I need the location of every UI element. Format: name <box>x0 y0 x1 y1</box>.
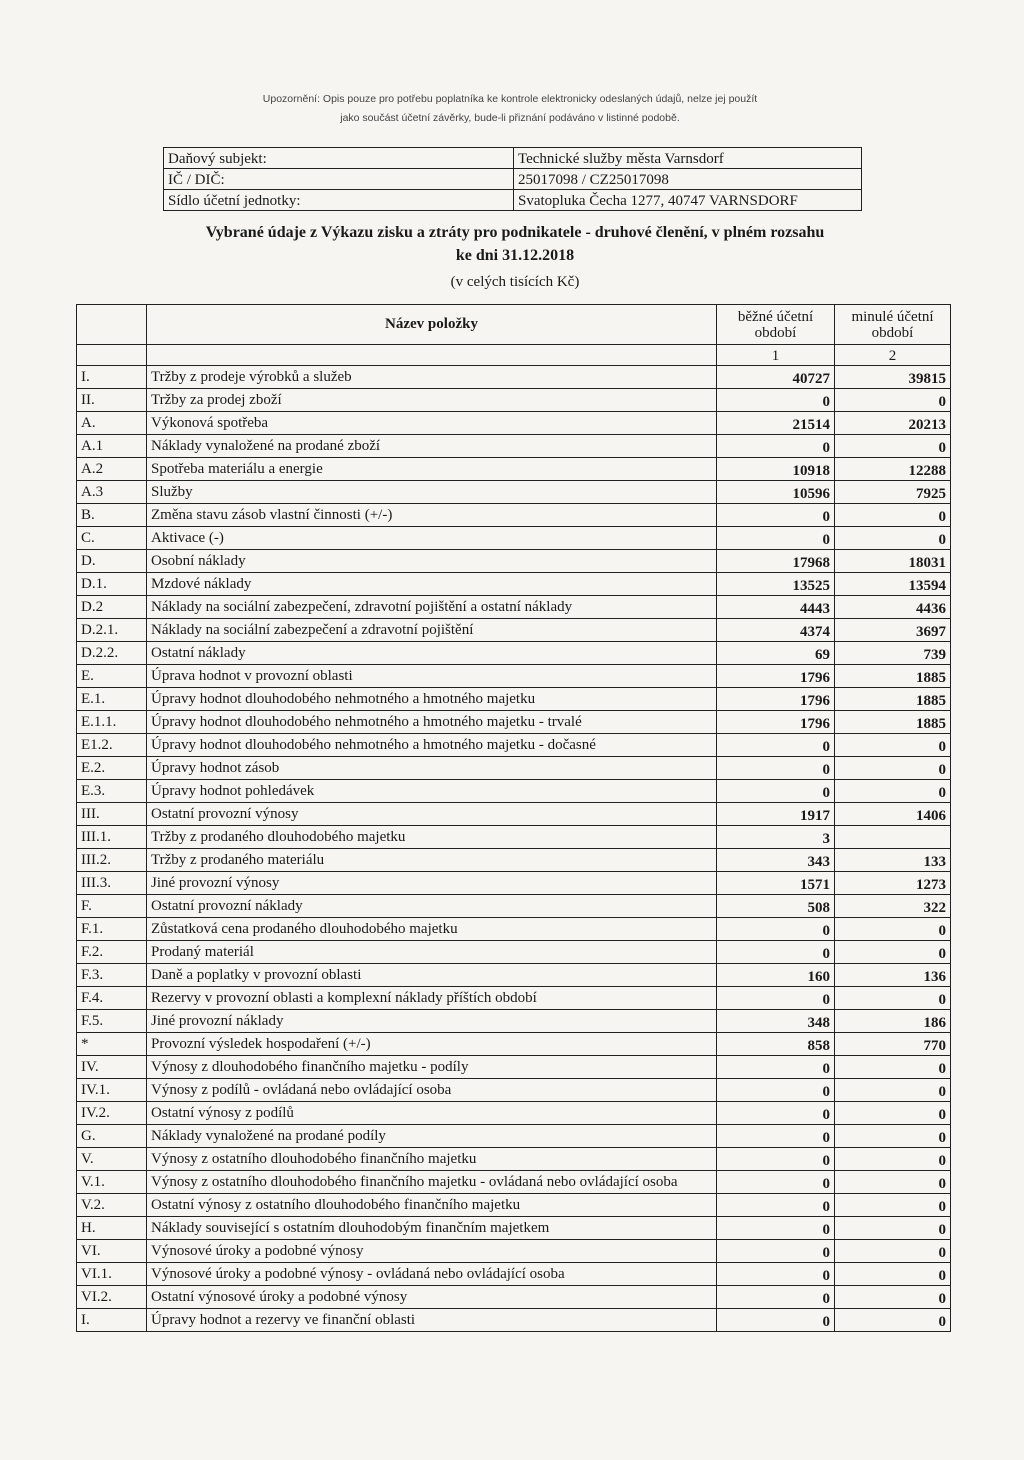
row-code: E.2. <box>77 757 147 780</box>
row-previous-value: 39815 <box>835 366 951 389</box>
row-current-value: 0 <box>717 1148 835 1171</box>
table-row <box>77 412 951 435</box>
row-previous-value: 0 <box>835 941 951 964</box>
row-label: Úpravy hodnot a rezervy ve finanční oblasti <box>147 1309 717 1332</box>
row-current-value: 0 <box>717 389 835 412</box>
row-label: Úpravy hodnot pohledávek <box>147 780 717 803</box>
row-previous-value: 770 <box>835 1033 951 1056</box>
row-code: V. <box>77 1148 147 1171</box>
row-previous-value: 0 <box>835 435 951 458</box>
code-header-cell <box>77 305 147 345</box>
table-row <box>77 1240 951 1263</box>
row-code: IV.1. <box>77 1079 147 1102</box>
table-row <box>77 1309 951 1332</box>
row-label: Úpravy hodnot dlouhodobého nehmotného a hmotného majetku <box>147 688 717 711</box>
row-code: III. <box>77 803 147 826</box>
table-row <box>77 987 951 1010</box>
row-current-value: 1796 <box>717 711 835 734</box>
subject-value: Svatopluka Čecha 1277, 40747 VARNSDORF <box>514 190 862 211</box>
row-label: Ostatní výnosové úroky a podobné výnosy <box>147 1286 717 1309</box>
table-row <box>77 1286 951 1309</box>
row-current-value: 0 <box>717 435 835 458</box>
table-row <box>77 734 951 757</box>
row-label: Výkonová spotřeba <box>147 412 717 435</box>
row-label: Úpravy hodnot zásob <box>147 757 717 780</box>
row-previous-value: 0 <box>835 918 951 941</box>
row-code: D.1. <box>77 573 147 596</box>
row-label: Výnosové úroky a podobné výnosy <box>147 1240 717 1263</box>
subject-row <box>164 190 862 211</box>
row-code: A.1 <box>77 435 147 458</box>
table-row <box>77 1125 951 1148</box>
report-title: Vybrané údaje z Výkazu zisku a ztráty pro podnikatele - druhové členění, v plném rozsahu <box>205 224 825 241</box>
table-row <box>77 619 951 642</box>
row-previous-value: 322 <box>835 895 951 918</box>
row-current-value: 4374 <box>717 619 835 642</box>
row-previous-value: 0 <box>835 1148 951 1171</box>
row-previous-value: 7925 <box>835 481 951 504</box>
table-row <box>77 665 951 688</box>
subject-label: Sídlo účetní jednotky: <box>164 190 514 211</box>
row-code: VI.2. <box>77 1286 147 1309</box>
row-label: Změna stavu zásob vlastní činnosti (+/-) <box>147 504 717 527</box>
row-current-value: 0 <box>717 734 835 757</box>
row-label: Náklady na sociální zabezpečení, zdravotní pojištění a ostatní náklady <box>147 596 717 619</box>
row-current-value: 0 <box>717 1309 835 1332</box>
row-current-value: 0 <box>717 1263 835 1286</box>
row-previous-value: 0 <box>835 1102 951 1125</box>
row-label: Tržby z prodaného materiálu <box>147 849 717 872</box>
row-current-value: 508 <box>717 895 835 918</box>
row-label: Výnosy z podílů - ovládaná nebo ovládající osoba <box>147 1079 717 1102</box>
table-row <box>77 1033 951 1056</box>
subject-row <box>164 148 862 169</box>
table-row <box>77 872 951 895</box>
row-code: A. <box>77 412 147 435</box>
row-current-value: 160 <box>717 964 835 987</box>
row-previous-value: 13594 <box>835 573 951 596</box>
report-unit: (v celých tisících Kč) <box>450 274 580 290</box>
row-label: Úprava hodnot v provozní oblasti <box>147 665 717 688</box>
row-current-value: 0 <box>717 504 835 527</box>
row-current-value: 1571 <box>717 872 835 895</box>
income-statement-table <box>76 304 951 1332</box>
row-label: Tržby za prodej zboží <box>147 389 717 412</box>
row-current-value: 0 <box>717 1171 835 1194</box>
row-previous-value: 1885 <box>835 688 951 711</box>
notice-line-2: jako součást účetní závěrky, bude-li přiznání podáváno v listinné podobě. <box>340 112 680 124</box>
table-row <box>77 1217 951 1240</box>
row-code: D. <box>77 550 147 573</box>
table-row <box>77 895 951 918</box>
row-previous-value: 1885 <box>835 665 951 688</box>
row-previous-value: 0 <box>835 504 951 527</box>
table-row <box>77 435 951 458</box>
row-label: Jiné provozní výnosy <box>147 872 717 895</box>
table-row <box>77 642 951 665</box>
row-previous-value: 0 <box>835 1125 951 1148</box>
row-previous-value: 0 <box>835 1217 951 1240</box>
row-previous-value: 4436 <box>835 596 951 619</box>
row-previous-value: 0 <box>835 1263 951 1286</box>
code-subheader-cell <box>77 345 147 366</box>
row-current-value: 0 <box>717 987 835 1010</box>
row-current-value: 0 <box>717 1079 835 1102</box>
row-current-value: 3 <box>717 826 835 849</box>
row-code: E1.2. <box>77 734 147 757</box>
row-code: B. <box>77 504 147 527</box>
row-label: Provozní výsledek hospodaření (+/-) <box>147 1033 717 1056</box>
table-row <box>77 803 951 826</box>
row-previous-value: 0 <box>835 389 951 412</box>
row-previous-value <box>835 826 951 849</box>
row-code: VI.1. <box>77 1263 147 1286</box>
row-label: Služby <box>147 481 717 504</box>
row-label: Spotřeba materiálu a energie <box>147 458 717 481</box>
row-code: E. <box>77 665 147 688</box>
row-code: G. <box>77 1125 147 1148</box>
row-code: F. <box>77 895 147 918</box>
table-row <box>77 849 951 872</box>
row-code: IV. <box>77 1056 147 1079</box>
table-row <box>77 1102 951 1125</box>
row-current-value: 13525 <box>717 573 835 596</box>
row-previous-value: 0 <box>835 780 951 803</box>
row-label: Ostatní výnosy z ostatního dlouhodobého finančního majetku <box>147 1194 717 1217</box>
row-current-value: 0 <box>717 1125 835 1148</box>
table-row <box>77 366 951 389</box>
table-row <box>77 481 951 504</box>
row-previous-value: 133 <box>835 849 951 872</box>
row-current-value: 17968 <box>717 550 835 573</box>
row-previous-value: 186 <box>835 1010 951 1033</box>
row-current-value: 0 <box>717 1286 835 1309</box>
row-code: II. <box>77 389 147 412</box>
row-code: E.3. <box>77 780 147 803</box>
row-current-value: 0 <box>717 527 835 550</box>
row-current-value: 0 <box>717 1240 835 1263</box>
row-label: Osobní náklady <box>147 550 717 573</box>
table-row <box>77 550 951 573</box>
row-previous-value: 1273 <box>835 872 951 895</box>
row-label: Ostatní náklady <box>147 642 717 665</box>
row-code: F.3. <box>77 964 147 987</box>
row-current-value: 10596 <box>717 481 835 504</box>
table-rows <box>77 366 951 1332</box>
row-label: Náklady vynaložené na prodané zboží <box>147 435 717 458</box>
row-code: IV.2. <box>77 1102 147 1125</box>
row-code: VI. <box>77 1240 147 1263</box>
row-code: III.1. <box>77 826 147 849</box>
row-current-value: 10918 <box>717 458 835 481</box>
table-row <box>77 1056 951 1079</box>
row-current-value: 0 <box>717 780 835 803</box>
row-current-value: 21514 <box>717 412 835 435</box>
row-code: D.2.1. <box>77 619 147 642</box>
row-current-value: 1796 <box>717 688 835 711</box>
row-code: V.2. <box>77 1194 147 1217</box>
row-label: Zůstatková cena prodaného dlouhodobého majetku <box>147 918 717 941</box>
row-code: F.2. <box>77 941 147 964</box>
row-previous-value: 1885 <box>835 711 951 734</box>
row-label: Ostatní provozní náklady <box>147 895 717 918</box>
row-label: Rezervy v provozní oblasti a komplexní náklady příštích období <box>147 987 717 1010</box>
row-label: Výnosy z ostatního dlouhodobého finančního majetku <box>147 1148 717 1171</box>
row-previous-value: 3697 <box>835 619 951 642</box>
row-previous-value: 739 <box>835 642 951 665</box>
row-code: F.1. <box>77 918 147 941</box>
row-previous-value: 0 <box>835 757 951 780</box>
row-label: Náklady na sociální zabezpečení a zdravotní pojištění <box>147 619 717 642</box>
row-current-value: 858 <box>717 1033 835 1056</box>
row-current-value: 1796 <box>717 665 835 688</box>
row-label: Tržby z prodaného dlouhodobého majetku <box>147 826 717 849</box>
row-previous-value: 18031 <box>835 550 951 573</box>
row-previous-value: 0 <box>835 1309 951 1332</box>
table-row <box>77 757 951 780</box>
report-heading <box>80 221 950 267</box>
subject-label: IČ / DIČ: <box>164 169 514 190</box>
row-previous-value: 0 <box>835 527 951 550</box>
table-row <box>77 527 951 550</box>
table-row <box>77 596 951 619</box>
row-previous-value: 12288 <box>835 458 951 481</box>
row-previous-value: 0 <box>835 1286 951 1309</box>
row-code: D.2.2. <box>77 642 147 665</box>
row-previous-value: 136 <box>835 964 951 987</box>
row-code: H. <box>77 1217 147 1240</box>
row-current-value: 69 <box>717 642 835 665</box>
subject-value: Technické služby města Varnsdorf <box>514 148 862 169</box>
table-row <box>77 1263 951 1286</box>
name-header: Název položky <box>147 305 717 345</box>
row-previous-value: 20213 <box>835 412 951 435</box>
notice-line-1: Upozornění: Opis pouze pro potřebu poplatníka ke kontrole elektronicky odeslaných údajů, nelze jej použít <box>262 93 758 105</box>
row-previous-value: 0 <box>835 1079 951 1102</box>
row-label: Výnosy z ostatního dlouhodobého finančního majetku - ovládaná nebo ovládající osoba <box>147 1171 717 1194</box>
row-previous-value: 0 <box>835 1056 951 1079</box>
row-current-value: 4443 <box>717 596 835 619</box>
table-row <box>77 780 951 803</box>
current-period-number: 1 <box>717 345 835 366</box>
row-code: E.1.1. <box>77 711 147 734</box>
table-row <box>77 711 951 734</box>
table-row <box>77 504 951 527</box>
subject-info-table <box>163 147 862 211</box>
row-code: E.1. <box>77 688 147 711</box>
subject-label: Daňový subjekt: <box>164 148 514 169</box>
table-header <box>77 305 951 366</box>
table-row <box>77 573 951 596</box>
row-label: Prodaný materiál <box>147 941 717 964</box>
row-label: Ostatní provozní výnosy <box>147 803 717 826</box>
table-row <box>77 1079 951 1102</box>
row-label: Výnosové úroky a podobné výnosy - ovládaná nebo ovládající osoba <box>147 1263 717 1286</box>
table-row <box>77 941 951 964</box>
current-period-header: běžné účetní období <box>717 305 835 345</box>
row-code: F.4. <box>77 987 147 1010</box>
table-row <box>77 1010 951 1033</box>
row-code: III.2. <box>77 849 147 872</box>
row-label: Jiné provozní náklady <box>147 1010 717 1033</box>
row-current-value: 0 <box>717 941 835 964</box>
row-current-value: 0 <box>717 1056 835 1079</box>
table-row <box>77 458 951 481</box>
row-previous-value: 0 <box>835 987 951 1010</box>
row-current-value: 0 <box>717 1217 835 1240</box>
row-previous-value: 0 <box>835 734 951 757</box>
row-code: III.3. <box>77 872 147 895</box>
row-current-value: 1917 <box>717 803 835 826</box>
previous-period-number: 2 <box>835 345 951 366</box>
row-label: Výnosy z dlouhodobého finančního majetku - podíly <box>147 1056 717 1079</box>
row-label: Mzdové náklady <box>147 573 717 596</box>
row-label: Náklady vynaložené na prodané podíly <box>147 1125 717 1148</box>
row-current-value: 0 <box>717 1194 835 1217</box>
row-code: A.2 <box>77 458 147 481</box>
table-row <box>77 918 951 941</box>
table-row <box>77 1148 951 1171</box>
row-label: Tržby z prodeje výrobků a služeb <box>147 366 717 389</box>
subject-row <box>164 169 862 190</box>
row-label: Úpravy hodnot dlouhodobého nehmotného a hmotného majetku - trvalé <box>147 711 717 734</box>
row-current-value: 343 <box>717 849 835 872</box>
row-code: F.5. <box>77 1010 147 1033</box>
row-previous-value: 0 <box>835 1240 951 1263</box>
row-label: Aktivace (-) <box>147 527 717 550</box>
row-code: D.2 <box>77 596 147 619</box>
row-current-value: 0 <box>717 757 835 780</box>
row-current-value: 348 <box>717 1010 835 1033</box>
row-label: Náklady související s ostatním dlouhodobým finančním majetkem <box>147 1217 717 1240</box>
table-row <box>77 826 951 849</box>
row-code: I. <box>77 1309 147 1332</box>
row-code: A.3 <box>77 481 147 504</box>
notice <box>150 90 870 128</box>
row-current-value: 0 <box>717 918 835 941</box>
row-previous-value: 1406 <box>835 803 951 826</box>
report-date: ke dni 31.12.2018 <box>455 247 575 264</box>
table-row <box>77 688 951 711</box>
row-previous-value: 0 <box>835 1171 951 1194</box>
row-previous-value: 0 <box>835 1194 951 1217</box>
row-label: Daně a poplatky v provozní oblasti <box>147 964 717 987</box>
table-row <box>77 964 951 987</box>
row-code: * <box>77 1033 147 1056</box>
row-current-value: 0 <box>717 1102 835 1125</box>
table-row <box>77 389 951 412</box>
row-label: Ostatní výnosy z podílů <box>147 1102 717 1125</box>
row-code: C. <box>77 527 147 550</box>
name-subheader-cell <box>147 345 717 366</box>
row-label: Úpravy hodnot dlouhodobého nehmotného a hmotného majetku - dočasné <box>147 734 717 757</box>
row-code: I. <box>77 366 147 389</box>
previous-period-header: minulé účetní období <box>835 305 951 345</box>
table-row <box>77 1171 951 1194</box>
subject-value: 25017098 / CZ25017098 <box>514 169 862 190</box>
table-row <box>77 1194 951 1217</box>
row-current-value: 40727 <box>717 366 835 389</box>
row-code: V.1. <box>77 1171 147 1194</box>
